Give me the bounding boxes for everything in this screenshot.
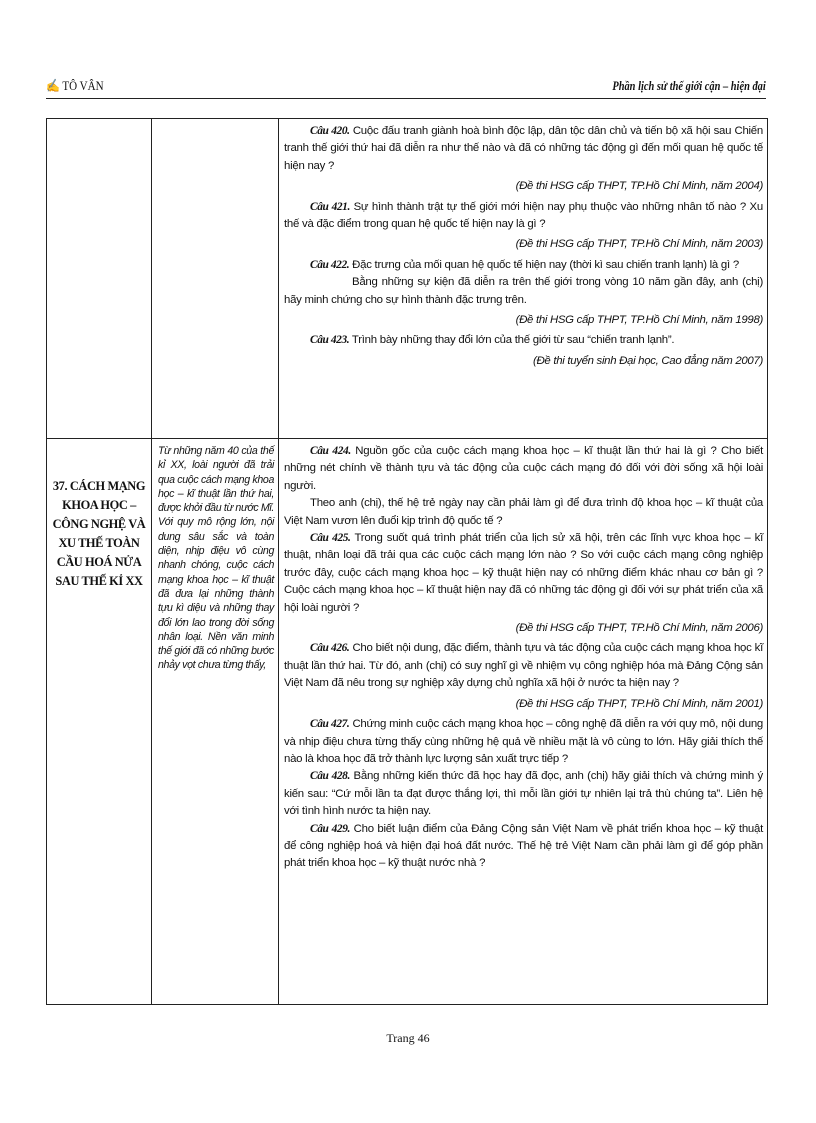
page-number: Trang 46	[386, 1031, 430, 1045]
topic-title: 37. CÁCH MẠNG KHOA HỌC – CÔNG NGHỆ VÀ XU THẾ TOÀN CẦU HOÁ NỬA SAU THẾ KỈ XX	[52, 479, 146, 588]
question-extra: Theo anh (chị), thế hệ trẻ ngày nay cần phải làm gì để đưa trình độ khoa học – kĩ thuật của Việt Nam vươn lên đuổi kịp trình độ quốc tế ?	[284, 497, 763, 527]
question-label: Câu 424.	[310, 445, 351, 457]
page-header	[46, 76, 766, 99]
description-cell	[152, 439, 279, 1005]
question-label: Câu 423.	[310, 334, 350, 347]
topic-cell-empty	[47, 119, 152, 439]
author-name: ✍ TÔ VÂN	[46, 78, 104, 93]
question-list	[279, 119, 767, 375]
question-item	[284, 640, 763, 692]
content-table	[46, 118, 768, 1005]
question-text: Trong suốt quá trình phát triển của lịch sử xã hội, trên các lĩnh vực khoa học – kĩ thuật, nhân loại đã trải qua các cuộc cách mạng lớn nào ? So với cuộc cách mạng công nghiệp trước đây, cuộc cách mạng khoa học – kỹ thuật hiện nay có những điểm khác nhau cơ bản gì ? Cuộc cách mạng khoa học – kĩ thuật hiện nay đã có những tác động gì đối với sự phát triển của xã hội loài người ?	[284, 532, 763, 614]
question-label: Câu 426.	[310, 642, 350, 655]
question-label: Câu 425.	[310, 532, 351, 545]
question-item	[284, 821, 763, 873]
question-label: Câu 429.	[310, 822, 350, 835]
question-item	[284, 530, 763, 617]
question-source: (Đề thi HSG cấp THPT, TP.Hồ Chí Minh, năm 2006)	[515, 622, 763, 635]
question-item	[284, 443, 763, 495]
question-source: (Đề thi HSG cấp THPT, TP.Hồ Chí Minh, năm 2004)	[515, 180, 763, 193]
question-source: (Đề thi tuyển sinh Đại học, Cao đẳng năm 2007)	[533, 354, 763, 367]
questions-cell	[279, 439, 768, 1005]
question-text: Nguồn gốc của cuộc cách mạng khoa học – kĩ thuật lần thứ hai là gì ? Cho biết những nét chính về thành tựu và tác động của cuộc cách mạng đó đối với đời sống xã hội loài người.	[284, 445, 764, 492]
question-text: Cho biết luận điểm của Đảng Cộng sản Việt Nam về phát triển khoa học – kỹ thuật để công nghiệp hoá và hiện đại hoá đất nước. Thế hệ trẻ Việt Nam cần phải làm gì để góp phần phát triển khoa học – kỹ thuật nước nhà ?	[284, 822, 763, 870]
question-item	[284, 716, 763, 768]
question-list	[279, 439, 767, 875]
question-item	[284, 123, 763, 175]
question-label: Câu 428.	[310, 770, 350, 783]
question-extra: Bằng những sự kiện đã diễn ra trên thế giới trong vòng 10 năm gần đây, anh (chị) hãy minh chứng cho sự hình thành đặc trưng trên.	[284, 276, 763, 306]
questions-cell	[279, 119, 768, 439]
question-text: Đặc trưng của mối quan hệ quốc tế hiện nay (thời kì sau chiến tranh lạnh) là gì ?	[349, 258, 739, 271]
question-label: Câu 420.	[310, 125, 350, 137]
question-source: (Đề thi HSG cấp THPT, TP.Hồ Chí Minh, năm 2003)	[515, 238, 763, 251]
topic-cell	[47, 439, 152, 1005]
table-row	[47, 119, 768, 439]
question-text: Sự hình thành trật tự thế giới mới hiện nay phụ thuộc vào những nhân tố nào ? Xu thế và đặc điểm trong quan hệ quốc tế hiện nay là gì ?	[284, 200, 763, 231]
question-text: Trình bày những thay đổi lớn của thế giới từ sau “chiến tranh lạnh”.	[349, 334, 675, 347]
question-label: Câu 422.	[310, 258, 350, 271]
running-title: Phần lịch sử thế giới cận – hiện đại	[612, 78, 766, 93]
topic-description: Từ những năm 40 của thế kỉ XX, loài người đã trải qua cuộc cách mạng khoa học – kĩ thuật lần thứ hai, được khởi đầu từ nước Mĩ. Với quy mô rộng lớn, nội dung sâu sắc và toàn diện, nhịp điệu vô cùng nhanh chóng, cuộc cách mạng khoa học – kĩ thuật đã đưa lại những thành tựu kì diệu và những thay đổi lớn lao trong đời sống nhân loại. Nền văn minh thế giới đã có những bước nhảy vọt chưa từng thấy,	[158, 445, 274, 672]
question-text: Cuộc đấu tranh giành hoà bình độc lập, dân tộc dân chủ và tiến bộ xã hội sau Chiến tranh thế giới thứ hai đã diễn ra như thế nào và đã có những tác động gì đến mối quan hệ quốc tế hiện nay ?	[284, 125, 763, 172]
question-text: Chứng minh cuộc cách mạng khoa học – công nghệ đã diễn ra với quy mô, nội dung và nhịp điệu chưa từng thấy cùng những hệ quả về nhiều mặt là vô cùng to lớn. Hãy giải thích thế nào là khoa học đã trở thành lực lượng sản xuất trực tiếp ?	[284, 718, 763, 765]
question-source: (Đề thi HSG cấp THPT, TP.Hồ Chí Minh, năm 1998)	[515, 314, 763, 327]
question-item	[284, 199, 763, 234]
question-item	[284, 768, 763, 820]
question-text: Cho biết nội dung, đặc điểm, thành tựu và tác động của cuộc cách mạng khoa học kĩ thuật lần thứ hai. Từ đó, anh (chị) có suy nghĩ gì về nhiệm vụ công nghiệp hóa mà Đảng Cộng sản Việt Nam đã nêu trong sự nghiệp xây dựng chủ nghĩa xã hội ở nước ta hiện nay ?	[284, 642, 763, 690]
question-item	[284, 332, 763, 349]
question-item	[284, 257, 763, 274]
description-cell-empty	[152, 119, 279, 439]
question-label: Câu 427.	[310, 718, 350, 731]
question-label: Câu 421.	[310, 200, 350, 213]
table-row	[47, 439, 768, 1005]
question-text: Bằng những kiến thức đã học hay đã đọc, anh (chị) hãy giải thích và chứng minh ý kiến sau: “Cứ mỗi lần ta đạt được thắng lợi, thì mỗi lần giới tự nhiên lại trả thù chúng ta”. Liên hệ với tình hình nước ta hiện nay.	[284, 770, 763, 818]
question-source: (Đề thi HSG cấp THPT, TP.Hồ Chí Minh, năm 2001)	[515, 697, 763, 710]
